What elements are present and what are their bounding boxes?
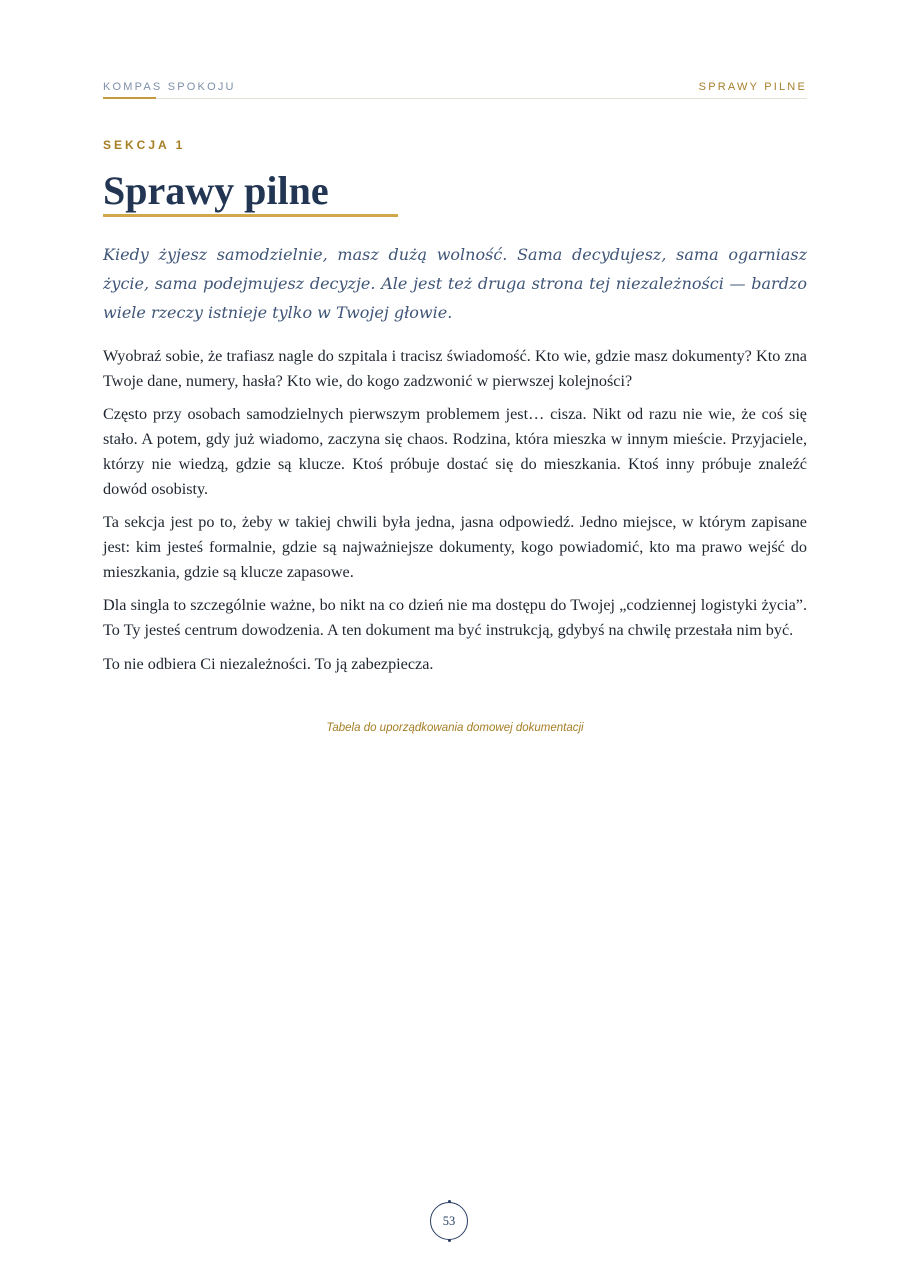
title-underline (103, 214, 398, 217)
lead-paragraph: Kiedy żyjesz samodzielnie, masz dużą wolność. Sama decydujesz, sama ogarniasz życie, sama podejmujesz decyzje. Ale jest też druga strona tej niezależności — bardzo wiele rzeczy istnieje tylko w Twojej głowie. (103, 245, 807, 322)
page-title: Sprawy pilne (103, 168, 329, 213)
page-number-dot-bottom (448, 1239, 451, 1242)
body-paragraph: Dla singla to szczególnie ważne, bo nikt na co dzień nie ma dostępu do Twojej „codziennej logistyki życia”. To Ty jesteś centrum dowodzenia. A ten dokument ma być instrukcją, gdybyś na chwilę przestała nim być. (103, 596, 807, 640)
header-section-title: SPRAWY PILNE (698, 81, 807, 93)
page-number-badge (430, 1202, 468, 1240)
running-header (103, 81, 807, 99)
body-text (103, 344, 807, 685)
table-caption: Tabela do uporządkowania domowej dokumentacji (326, 722, 584, 734)
page-number: 53 (442, 1213, 456, 1228)
body-paragraph: Wyobraź sobie, że trafiasz nagle do szpitala i tracisz świadomość. Kto wie, gdzie masz dokumenty? Kto zna Twoje dane, numery, hasła? Kto wie, do kogo zadzwonić w pierwszej kolejności? (103, 347, 807, 390)
header-book-title: KOMPAS SPOKOJU (103, 81, 236, 93)
body-paragraph: Często przy osobach samodzielnych pierwszym problemem jest… cisza. Nikt od razu nie wie, że coś się stało. A potem, gdy już wiadomo, zaczyna się chaos. Rodzina, która mieszka w innym mieście. Przyjaciele, którzy nie wiedzą, gdzie są klucze. Ktoś próbuje dostać się do mieszkania. Ktoś inny próbuje znaleźć dowód osobisty. (103, 405, 807, 498)
page-number-dot-top (448, 1200, 451, 1203)
body-paragraph: Ta sekcja jest po to, żeby w takiej chwili była jedna, jasna odpowiedź. Jedno miejsce, w którym zapisane jest: kim jesteś formalnie, gdzie są najważniejsze dokumenty, kogo powiadomić, kto ma prawo wejść do mieszkania, gdzie są klucze zapasowe. (103, 513, 807, 581)
section-label: SEKCJA 1 (103, 138, 186, 152)
body-paragraph: To nie odbiera Ci niezależności. To ją zabezpiecza. (103, 654, 434, 673)
header-accent-rule (103, 97, 156, 99)
